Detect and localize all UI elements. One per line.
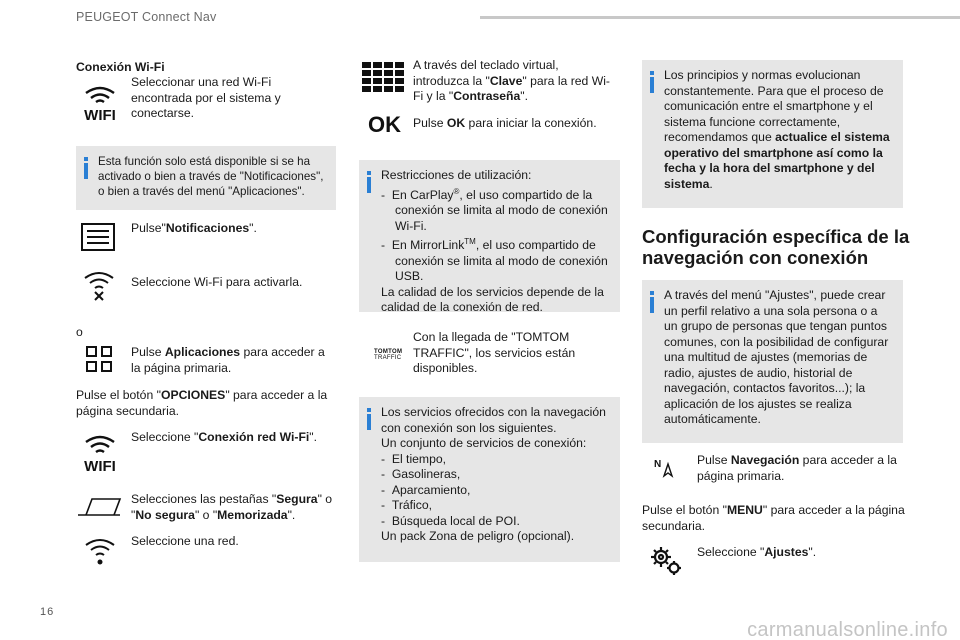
step-ok: Pulse OK para iniciar la conexión.: [413, 116, 597, 130]
restriction-carplay: - En CarPlay®, el uso compartido de la conexión se limita al modo de conexión Wi-Fi.: [381, 186, 608, 233]
info-note-settings-profile: [642, 280, 903, 443]
step-notifications: Pulse"Notificaciones".: [131, 221, 257, 235]
svg-text:WIFI: WIFI: [84, 458, 116, 472]
info-icon: [367, 408, 371, 430]
info-icon: [650, 71, 654, 93]
notifications-icon: [80, 222, 116, 252]
service-item: - Tráfico,: [381, 498, 433, 512]
step-wifi-connection: Seleccione "Conexión red Wi-Fi".: [131, 430, 317, 444]
ok-icon: OK: [368, 112, 401, 137]
services-intro-2: Un conjunto de servicios de conexión:: [381, 436, 587, 450]
header-rule: [480, 16, 960, 19]
services-danger-zone: Un pack Zona de peligro (opcional).: [381, 529, 575, 543]
info-icon: [367, 171, 371, 193]
step-select-network: Seleccione una red.: [131, 534, 239, 548]
or-separator: o: [76, 325, 83, 339]
service-item: - El tiempo,: [381, 451, 447, 466]
step-options-button: Pulse el botón "OPCIONES" para acceder a la página secundaria.: [76, 388, 328, 418]
svg-text:N: N: [654, 459, 662, 470]
restriction-mirrorlink: - En MirrorLink™, el uso compartido de conexión se limita al modo de conexión USB.: [381, 237, 608, 284]
service-item: - Gasolineras,: [381, 467, 461, 481]
keyboard-icon: [362, 62, 406, 92]
wifi-text-icon: [78, 85, 122, 121]
restrictions-quality: La calidad de los servicios depende de la calidad de la conexión de red.: [381, 284, 604, 315]
step-virtual-keyboard: A través del teclado virtual, introduzca la "Clave" para la red Wi-Fi y la "Contraseña".: [413, 58, 610, 103]
info-note-text: Esta función solo está disponible si se ha activado o bien a través de "Notificaciones", o bien a través del menú "Aplicaciones".: [98, 155, 324, 198]
section-title-wifi: Conexión Wi-Fi: [76, 60, 165, 74]
step-applications: Pulse Aplicaciones para acceder a la página primaria.: [131, 345, 325, 375]
navigation-icon: [652, 456, 674, 478]
tomtom-traffic-logo: TOMTOM TRAFFIC: [374, 349, 403, 361]
info-note-restrictions: [359, 160, 620, 315]
step-select-wifi: Seleccionar una red Wi-Fi encontrada por el sistema y conectarse.: [131, 75, 281, 120]
info-icon: [650, 291, 654, 313]
settings-gears-icon: [648, 544, 684, 578]
info-note-smartphone-update: [642, 60, 903, 208]
settings-profile-text: A través del menú "Ajustes", puede crear un perfil relativo a una sola persona o a un grupo de personas que tengan puntos comunes, con la posibilidad de configurar una multitud de ajustes (memorias de radio, ajustes de audio, historial de navegación, contactos favoritos...); la aplicación de los ajustes se realiza automáticamente.: [664, 288, 889, 426]
wifi-network-icon: [78, 432, 122, 472]
service-item: - Aparcamiento,: [381, 482, 471, 497]
services-intro: Los servicios ofrecidos con la navegación con conexión son los siguientes.: [381, 405, 606, 435]
step-tabs: Selecciones las pestañas "Segura" o "No segura" o "Memorizada".: [131, 492, 333, 522]
step-activate-wifi: Seleccione Wi-Fi para activarla.: [131, 275, 303, 289]
wifi-signal-icon: [84, 536, 116, 566]
info-note-notifications: [76, 146, 336, 210]
watermark: carmanualsonline.info: [747, 618, 948, 640]
update-note-text: Los principios y normas evolucionan constantemente. Para que el proceso de comunicación entre el smartphone y el sistema funcione correctamente, recomendamos que actualice el sistema operativo del smartphone así como la fecha y la hora del smartphone y del sistema.: [664, 68, 890, 191]
step-settings: Seleccione "Ajustes".: [697, 545, 817, 559]
info-icon: [84, 157, 88, 179]
tomtom-traffic-text: Con la llegada de "TOMTOM TRAFFIC", los servicios están disponibles.: [413, 330, 576, 375]
step-menu-button: Pulse el botón "MENU" para acceder a la página secundaria.: [642, 503, 905, 533]
step-navigation: Pulse Navegación para acceder a la página primaria.: [697, 453, 897, 483]
page-number: 16: [40, 606, 55, 618]
document-header-title: PEUGEOT Connect Nav: [76, 10, 217, 24]
service-item: - Búsqueda local de POI.: [381, 513, 520, 528]
applications-grid-icon: [85, 345, 113, 373]
tab-bar-icon: [76, 497, 122, 517]
info-note-services: [359, 397, 620, 562]
wifi-off-icon: [82, 268, 116, 302]
svg-text:WIFI: WIFI: [84, 107, 116, 121]
section-heading-connected-nav: Configuración específica de la navegación con conexión: [642, 226, 910, 268]
restrictions-title: Restricciones de utilización:: [381, 168, 532, 182]
